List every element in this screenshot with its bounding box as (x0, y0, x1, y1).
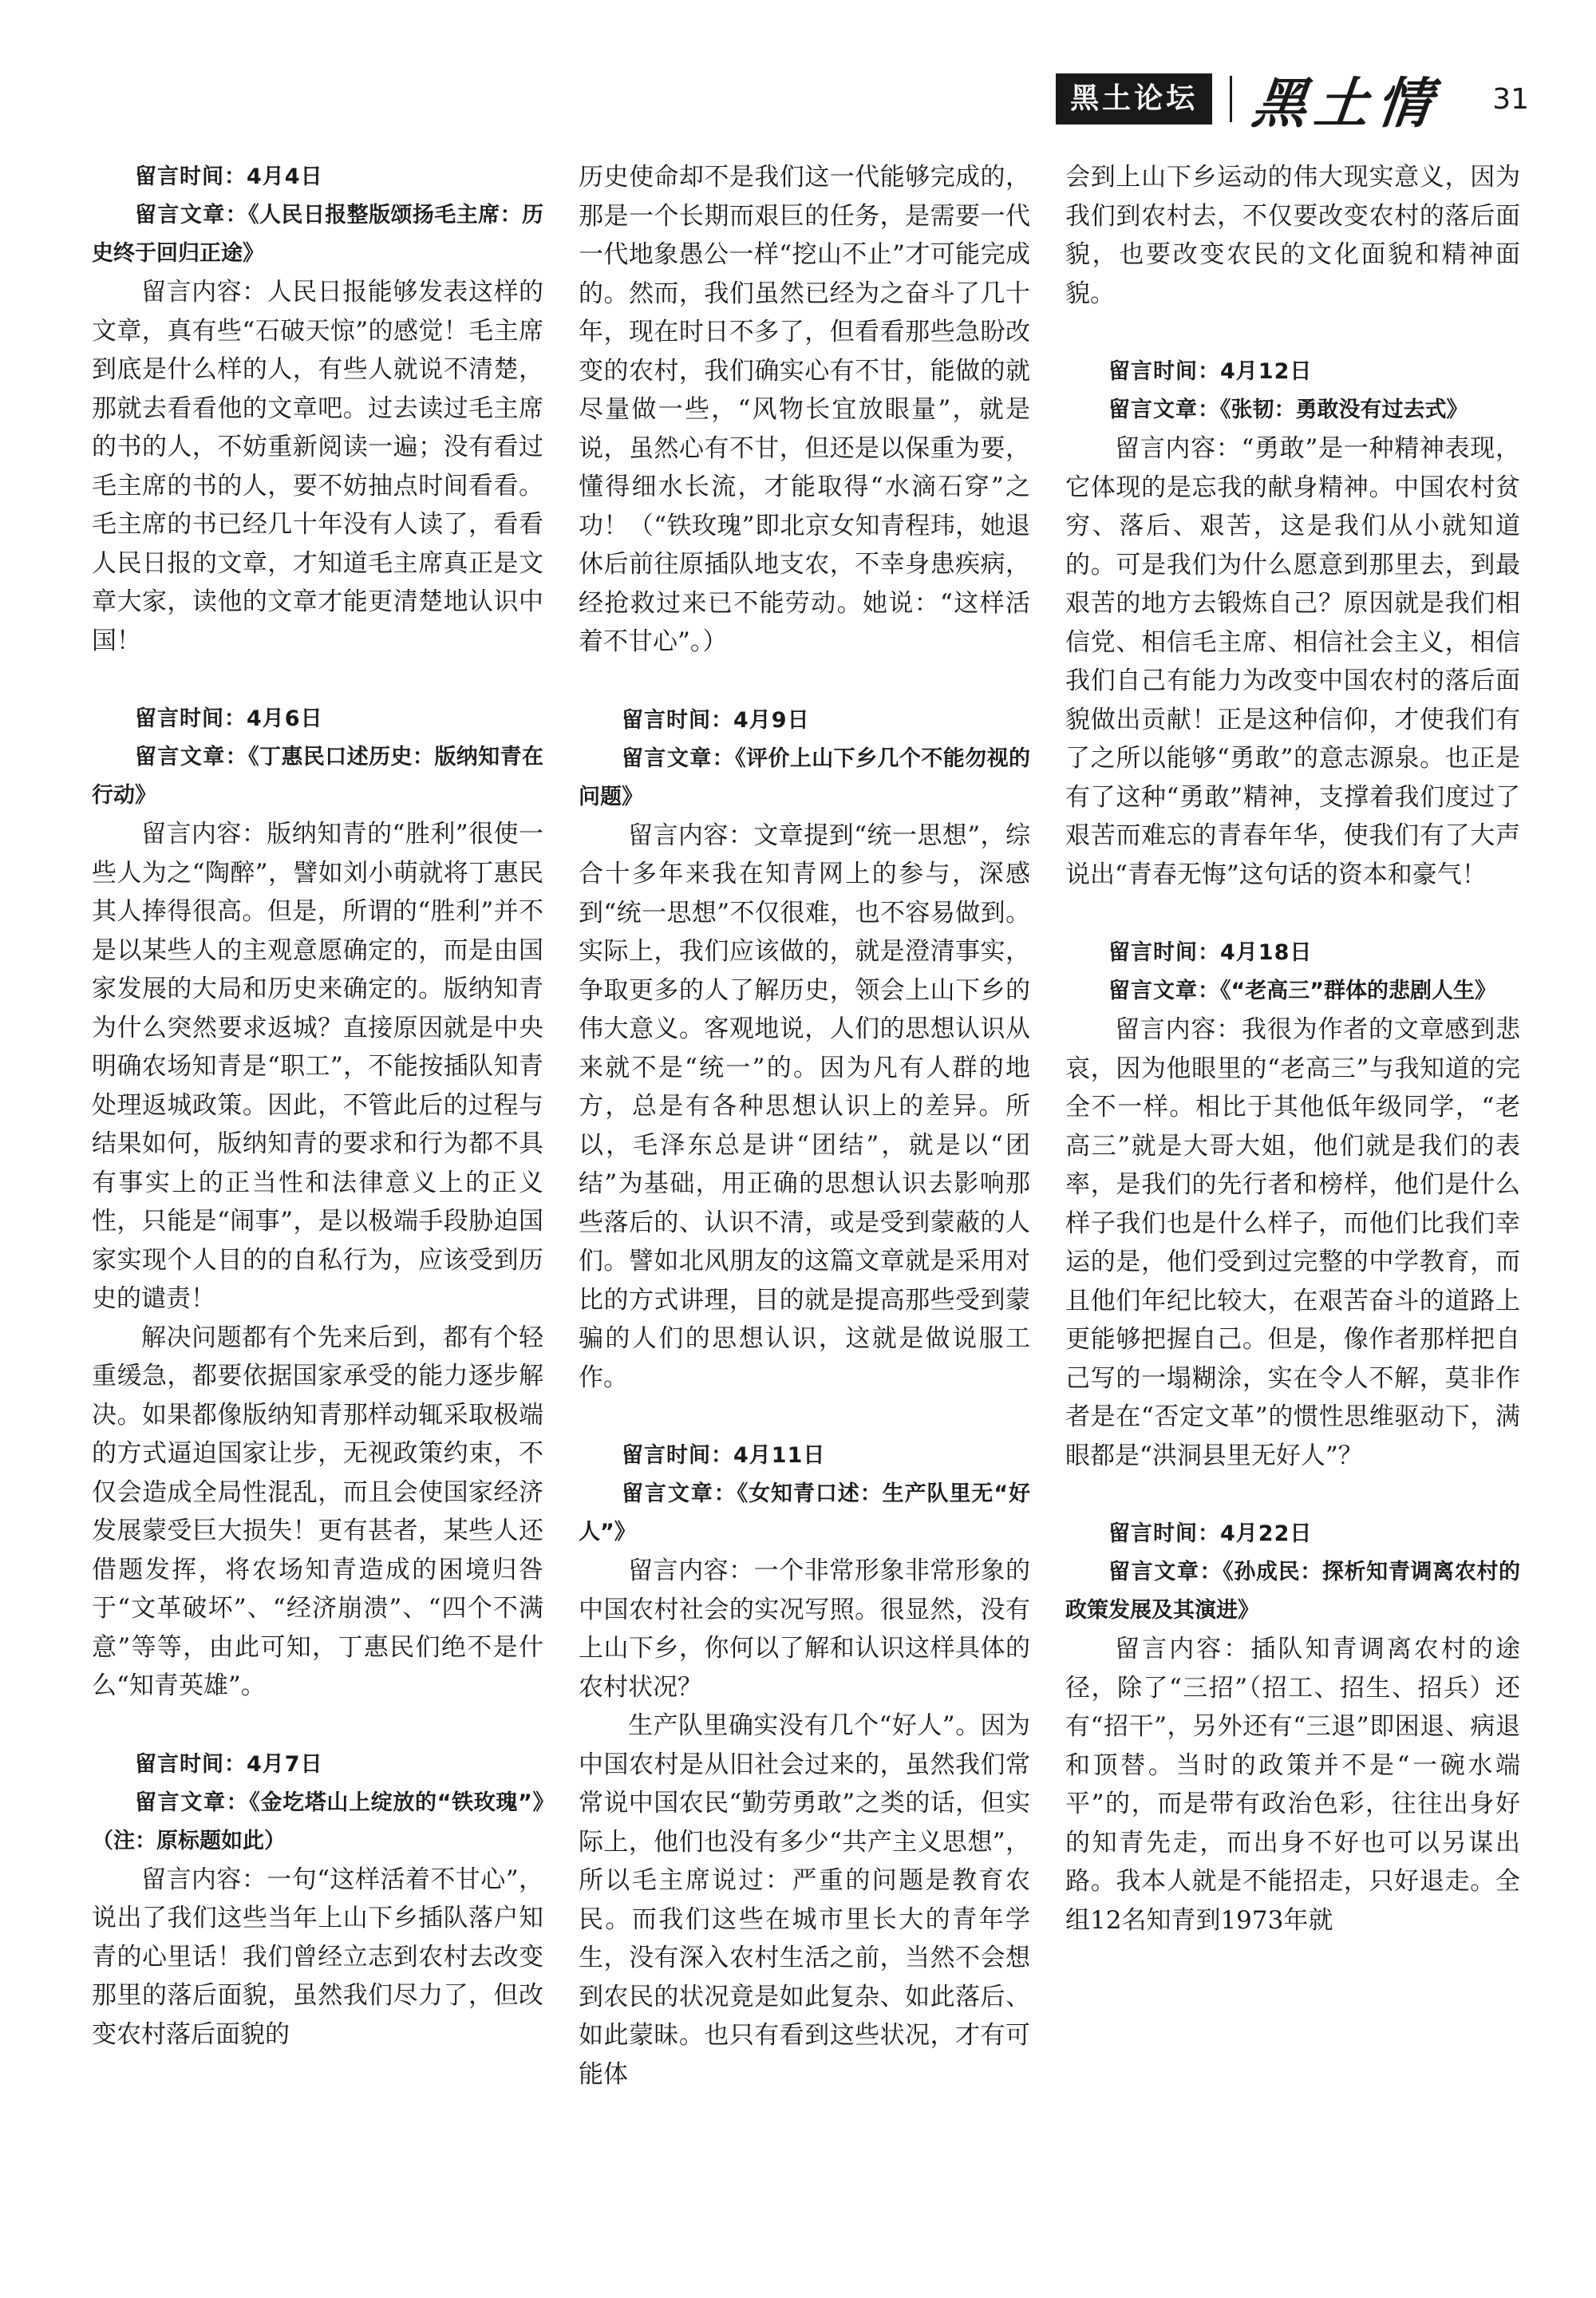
comment-date (1065, 353, 1520, 391)
article-value: 《“老高三”群体的悲剧人生》 (1220, 979, 1496, 1003)
content-label: 留言内容： (1115, 1015, 1242, 1044)
comment-paragraph (1065, 429, 1520, 894)
comment-date (92, 158, 543, 196)
page-number: 31 (1492, 82, 1529, 116)
paragraph-text: 插队知青调离农村的途径，除了“三招”（招工、招生、招兵）还有“招干”，另外还有“三退”即困退、病退和顶替。当时的政策并不是“一碗水端平”的，而是带有政治色彩，往往出身好的知青先走，而出身不好也可以另谋出路。我本人就是不能招走，只好退走。全组12名知青到1973年就 (1065, 1635, 1521, 1935)
comment-date (92, 1746, 543, 1784)
article-columns (92, 158, 1520, 2265)
paragraph-text: 一句“这样活着不甘心”，说出了我们这些当年上山下乡插队落户知青的心里话！我们曾经立志到农村去改变那里的落后面貌，虽然我们尽力了，但改变农村落后面貌的 (92, 1865, 543, 2049)
article-value: 《评价上山下乡几个不能勿视的问题》 (579, 746, 1031, 809)
date-value: 4月11日 (733, 1443, 826, 1468)
content-label: 留言内容： (1115, 1635, 1251, 1663)
page-header (1056, 67, 1529, 136)
header-divider (1230, 76, 1232, 122)
date-value: 4月4日 (247, 164, 323, 189)
column-3 (1065, 158, 1520, 2265)
date-value: 4月6日 (247, 706, 323, 731)
continuation-paragraph: 历史使命却不是我们这一代能够完成的，那是一个长期而艰巨的任务，是需要一代一代地象愚公一样“挖山不止”才可能完成的。然而，我们虽然已经为之奋斗了几十年，现在时日不多了，但看看那些急盼改变的农村，我们确实心有不甘，能做的就尽量做一些，“风物长宜放眼量”，就是说，虽然心有不甘，但还是以保重为要，懂得细水长流，才能取得“水滴石穿”之功！（“铁玫瑰”即北京女知青程玮，她退休后前往原插队地支农，不幸身患疾病，经抢救过来已不能劳动。她说：“这样活着不甘心”。） (579, 163, 1030, 656)
paragraph-text: 文章提到“统一思想”，综合十多年来我在知青网上的参与，深感到“统一思想”不仅很难，也不容易做到。实际上，我们应该做的，就是澄清事实，争取更多的人了解历史，领会上山下乡的伟大意义。客观地说，人们的思想认识从来就不是“统一”的。因为凡有人群的地方，总是有各种思想认识上的差异。所以，毛泽东总是讲“团结”，就是以“团结”为基础，用正确的思想认识去影响那些落后的、认识不清，或是受到蒙蔽的人们。譬如北风朋友的这篇文章就是采用对比的方式讲理，目的就是提高那些受到蒙骗的人们的思想认识，这就是做说服工作。 (579, 821, 1030, 1392)
comment-date (579, 702, 1030, 740)
date-value: 4月12日 (1220, 359, 1313, 384)
article-label: 留言文章： (622, 746, 736, 771)
comment-paragraph (1065, 1630, 1520, 1940)
article-value: 《人民日报整版颂扬毛主席：历史终于回归正途》 (92, 203, 544, 266)
comment-paragraph (92, 273, 543, 660)
article-label: 留言文章： (622, 1481, 737, 1506)
paragraph-text: 生产队里确实没有几个“好人”。因为中国农村是从旧社会过来的，虽然我们常常说中国农民“勤劳勇敢”之类的话，但实际上，他们也没有多少“共产主义思想”，所以毛主席说过：严重的问题是教育农民。而我们这些在城市里长大的青年学生，没有深入农村生活之前，当然不会想到农民的状况竟是如此复杂、如此落后、如此蒙昧。也只有看到这些状况，才有可能体 (579, 1711, 1030, 2089)
article-title (92, 738, 543, 815)
article-title (579, 1475, 1030, 1552)
article-label: 留言文章： (135, 745, 249, 769)
date-label: 留言时间： (135, 1751, 247, 1777)
comment-date (579, 1437, 1030, 1475)
article-title (579, 740, 1030, 817)
content-label: 留言内容： (1115, 434, 1242, 463)
continued-text (579, 158, 1030, 662)
comment-entry (1065, 353, 1520, 894)
date-label: 留言时间： (1108, 1521, 1220, 1546)
article-value: 《孙成民：探析知青调离农村的政策发展及其演进》 (1065, 1560, 1521, 1623)
article-label: 留言文章： (1108, 398, 1220, 422)
comment-date (1065, 934, 1520, 972)
date-label: 留言时间： (135, 164, 247, 189)
article-label: 留言文章： (135, 1790, 250, 1815)
date-label: 留言时间： (135, 706, 247, 731)
content-label: 留言内容： (628, 1556, 754, 1585)
paragraph-text: 版纳知青的“胜利”很使一些人为之“陶醉”，譬如刘小萌就将丁惠民其人捧得很高。但是，所谓的“胜利”并不是以某些人的主观意愿确定的，而是由国家发展的大局和历史来确定的。版纳知青为什么突然要求返城？直接原因就是中央明确农场知青是“职工”，不能按插队知青处理返城政策。因此，不管此后的过程与结果如何，版纳知青的要求和行为都不具有事实上的正当性和法律意义上的正义性，只能是“闹事”，是以极端手段胁迫国家实现个人目的的自私行为，应该受到历史的谴责！ (92, 820, 543, 1313)
content-label: 留言内容： (628, 821, 754, 850)
article-value: 《女知青口述：生产队里无“好人”》 (579, 1481, 1030, 1545)
column-2 (579, 158, 1030, 2265)
comment-entry (92, 1746, 543, 2055)
paragraph-text: “勇敢”是一种精神表现，它体现的是忘我的献身精神。中国农村贫穷、落后、艰苦，这是我们从小就知道的。可是我们为什么愿意到那里去，到最艰苦的地方去锻炼自己？原因就是我们相信党、相信毛主席、相信社会主义，相信我们自己有能力为改变中国农村的落后面貌做出贡献！正是这种信仰，才使我们有了之所以能够“勇敢”的意志源泉。也正是有了这种“勇敢”精神，支撑着我们度过了艰苦而难忘的青春年华，使我们有了大声说出“青春无悔”这句话的资本和豪气！ (1065, 434, 1520, 889)
comment-paragraph (92, 1861, 543, 2055)
content-label: 留言内容： (141, 1865, 267, 1894)
article-label: 留言文章： (135, 203, 249, 227)
comment-entry (1065, 934, 1520, 1475)
paragraph-text: 我很为作者的文章感到悲哀，因为他眼里的“老高三”与我知道的完全不一样。相比于其他低年级同学，“老高三”就是大哥大姐，他们就是我们的表率，是我们的先行者和榜样，他们是什么样子我们也是什么样子，而他们比我们幸运的是，他们受到过完整的中学教育，而且他们年纪比较大，在艰苦奋斗的道路上更能够把握自己。但是，像作者那样把自己写的一塌糊涂，实在令人不解，莫非作者是在“否定文革”的惯性思维驱动下，满眼都是“洪洞县里无好人”？ (1065, 1015, 1520, 1470)
date-label: 留言时间： (1108, 359, 1220, 384)
comment-paragraph (579, 1552, 1030, 1707)
article-title (92, 1784, 543, 1861)
date-value: 4月9日 (733, 707, 810, 733)
paragraph-text: 解决问题都有个先来后到，都有个轻重缓急，都要依据国家承受的能力逐步解决。如果都像版纳知青那样动辄采取极端的方式逼迫国家让步，无视政策约束，不仅会造成全局性混乱，而且会使国家经济发展蒙受巨大损失！更有甚者，某些人还借题发挥，将农场知青造成的困境归咎于“文革破坏”、“经济崩溃”、“四个不满意”等等，由此可知，丁惠民们绝不是什么“知青英雄”。 (92, 1323, 543, 1700)
article-title (1065, 391, 1520, 429)
section-tag: 黑土论坛 (1056, 73, 1212, 125)
continuation-paragraph: 会到上山下乡运动的伟大现实意义，因为我们到农村去，不仅要改变农村的落后面貌，也要改变农民的文化面貌和精神面貌。 (1065, 163, 1520, 308)
date-value: 4月18日 (1220, 940, 1313, 965)
article-title (1065, 1553, 1520, 1630)
comment-entry (92, 700, 543, 1706)
date-value: 4月7日 (247, 1751, 323, 1777)
comment-entry (579, 1437, 1030, 2094)
date-value: 4月22日 (1220, 1521, 1313, 1546)
comment-entry (579, 702, 1030, 1398)
comment-paragraph (579, 817, 1030, 1398)
content-label: 留言内容： (141, 820, 267, 848)
article-label: 留言文章： (1108, 1560, 1223, 1584)
date-label: 留言时间： (622, 1443, 733, 1468)
comment-paragraph (579, 1707, 1030, 2094)
article-title (1065, 972, 1520, 1011)
comment-paragraph (92, 815, 543, 1319)
continued-text (1065, 158, 1520, 313)
paragraph-text: 人民日报能够发表这样的文章，真有些“石破天惊”的感觉！毛主席到底是什么样的人，有些人就说不清楚，那就去看看他的文章吧。过去读过毛主席的书的人，不妨重新阅读一遍；没有看过毛主席的书的人，要不妨抽点时间看看。毛主席的书已经几十年没有人读了，看看人民日报的文章，才知道毛主席真正是文章大家，读他的文章才能更清楚地认识中国！ (92, 278, 544, 655)
comment-paragraph (92, 1319, 543, 1706)
date-label: 留言时间： (1108, 940, 1220, 965)
article-label: 留言文章： (1108, 979, 1220, 1003)
comment-entry (92, 158, 543, 660)
comment-date (92, 700, 543, 738)
content-label: 留言内容： (141, 278, 267, 307)
comment-entry (1065, 1515, 1520, 1940)
date-label: 留言时间： (622, 707, 733, 733)
paragraph-text: 一个非常形象非常形象的中国农村社会的实况写照。很显然，没有上山下乡，你何以了解和认识这样具体的农村状况？ (579, 1556, 1031, 1702)
comment-paragraph (1065, 1011, 1520, 1475)
column-1 (92, 158, 543, 2265)
comment-date (1065, 1515, 1520, 1553)
article-title (92, 196, 543, 273)
article-value: 《张韧：勇敢没有过去式》 (1220, 398, 1468, 422)
article-value: 《丁惠民口述历史：版纳知青在行动》 (92, 745, 544, 808)
article-value: 《金圪塔山上绽放的“铁玫瑰”》（注：原标题如此） (92, 1790, 543, 1853)
magazine-logo: 黑土情 (1249, 71, 1443, 136)
